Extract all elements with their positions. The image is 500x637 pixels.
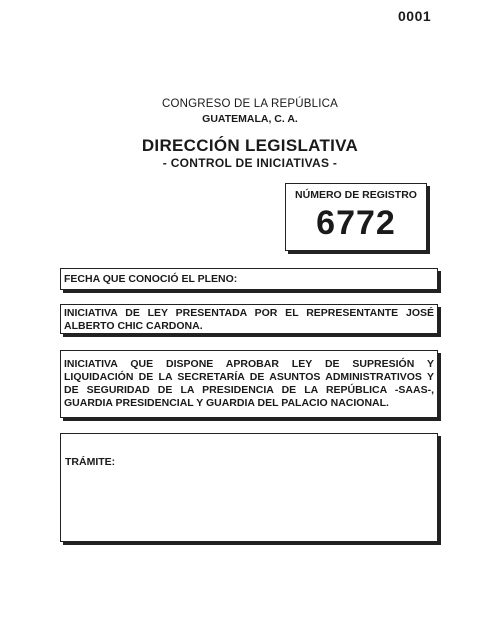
registration-label: NÚMERO DE REGISTRO [295, 189, 417, 201]
tramite-field [60, 433, 438, 542]
document-subtitle: - CONTROL DE INICIATIVAS - [162, 156, 338, 170]
registration-number: 6772 [316, 204, 396, 242]
presentada-por-field [60, 304, 438, 334]
country-name: GUATEMALA, C. A. [202, 113, 298, 125]
fecha-pleno-label: FECHA QUE CONOCIÓ EL PLENO: [64, 273, 238, 285]
presentada-por-text: INICIATIVA DE LEY PRESENTADA POR EL REPRESENTANTE JOSÉ ALBERTO CHIC CARDONA. [64, 307, 434, 332]
fecha-pleno-field [60, 268, 438, 290]
registration-box [285, 183, 427, 251]
institution-name: CONGRESO DE LA REPÚBLICA [161, 98, 339, 110]
folio-number: 0001 [398, 8, 432, 24]
tramite-label: TRÁMITE: [65, 456, 116, 468]
descripcion-field [60, 350, 438, 418]
document-title: DIRECCIÓN LEGISLATIVA [141, 136, 359, 155]
descripcion-text: INICIATIVA QUE DISPONE APROBAR LEY DE SUPRESIÓN Y LIQUIDACIÓN DE LA SECRETARÍA DE ASUNTOS ADMINISTRATIVOS Y DE SEGURIDAD DE LA PRESIDENCIA DE LA REPÚBLICA -SAAS-, GUARDIA PRESIDENCIAL Y GUARDIA DEL PALACIO NACIONAL. [64, 358, 434, 409]
